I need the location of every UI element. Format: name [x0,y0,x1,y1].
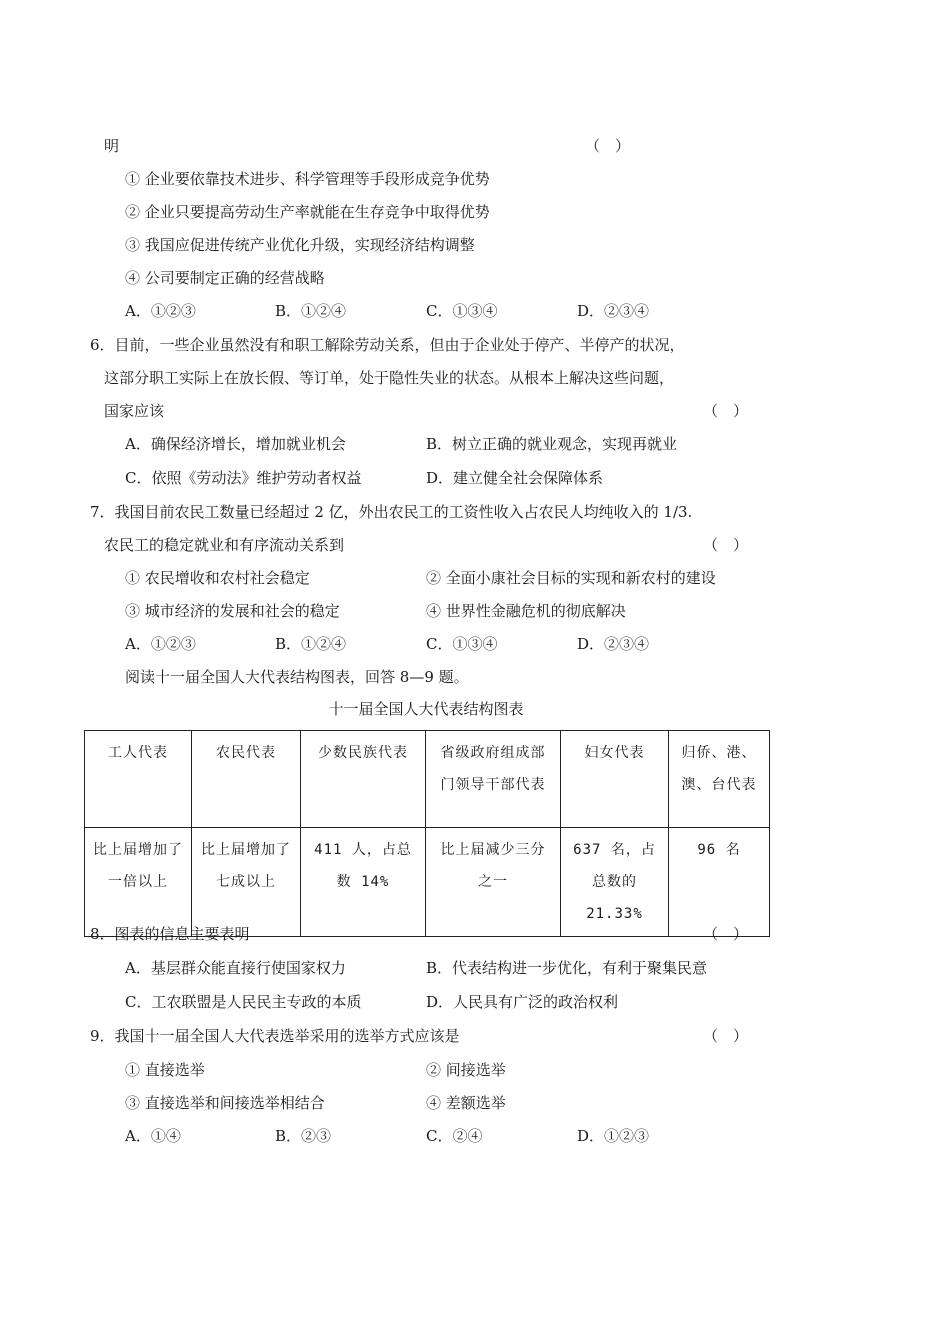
q6-option-b: B．树立正确的就业观念，实现再就业 [426,435,678,453]
q8-option-c: C．工农联盟是人民民主专政的本质 [125,993,362,1011]
reading-prompt: 阅读十一届全国人大代表结构图表，回答 8—9 题。 [125,668,469,686]
q5-option-b: B．①②④ [275,302,347,320]
q5-item-3: ③ 我国应促进传统产业优化升级，实现经济结构调整 [125,236,475,254]
q7-option-d: D．②③④ [577,635,650,653]
q6-answer-paren: （ ） [703,402,749,420]
q5-item-4: ④ 公司要制定正确的经营战略 [125,269,325,287]
q8-stem: 8．图表的信息主要表明 [90,925,250,943]
q6-stem-line-1: 6．目前，一些企业虽然没有和职工解除劳动关系，但由于企业处于停产、半停产的状况， [90,336,685,354]
q7-answer-paren: （ ） [703,536,749,554]
q9-item-1: ① 直接选举 [125,1061,205,1079]
q9-item-2: ② 间接选举 [426,1061,506,1079]
representative-structure-table [84,730,770,937]
q7-option-c: C．①③④ [426,635,498,653]
q6-option-d: D．建立健全社会保障体系 [426,469,604,487]
q9-item-3: ③ 直接选举和间接选举相结合 [125,1094,325,1112]
q7-item-1: ① 农民增收和农村社会稳定 [125,569,310,587]
q7-item-4: ④ 世界性金融危机的彻底解决 [426,602,626,620]
q7-item-2: ② 全面小康社会目标的实现和新农村的建设 [426,569,716,587]
q6-option-c: C．依照《劳动法》维护劳动者权益 [125,469,362,487]
q9-option-c: C．②④ [426,1127,483,1145]
q7-stem-line-1: 7．我国目前农民工数量已经超过 2 亿，外出农民工的工资性收入占农民人均纯收入的 1/3. [90,503,693,521]
table-header-cell: 妇女代表 [561,731,669,828]
q9-option-b: B．②③ [275,1127,332,1145]
table-cell: 96 名 [669,828,770,937]
q9-item-4: ④ 差额选举 [426,1094,506,1112]
q5-stem-tail: 明 [104,137,120,155]
q5-option-c: C．①③④ [426,302,498,320]
q5-option-d: D．②③④ [577,302,650,320]
q6-stem-line-3: 国家应该 [104,402,165,420]
q8-option-d: D．人民具有广泛的政治权利 [426,993,619,1011]
table-cell: 411 人，占总数 14% [301,828,426,937]
table-header-cell: 归侨、港、澳、台代表 [669,731,770,828]
table-header-cell: 少数民族代表 [301,731,426,828]
table-cell: 637 名，占总数的 21.33% [561,828,669,937]
q9-answer-paren: （ ） [703,1027,749,1045]
q8-answer-paren: （ ） [703,925,749,943]
q6-option-a: A．确保经济增长，增加就业机会 [125,435,346,453]
q9-option-d: D．①②③ [577,1127,650,1145]
table-header-cell: 工人代表 [85,731,192,828]
table-header-cell: 省级政府组成部门领导干部代表 [426,731,561,828]
q6-stem-line-2: 这部分职工实际上在放长假、等订单，处于隐性失业的状态。从根本上解决这些问题， [104,369,675,387]
table-cell: 比上届增加了一倍以上 [85,828,192,937]
q5-item-2: ② 企业只要提高劳动生产率就能在生存竞争中取得优势 [125,203,490,221]
q7-option-a: A．①②③ [125,635,196,653]
q9-option-a: A．①④ [125,1127,181,1145]
q7-stem-line-2: 农民工的稳定就业和有序流动关系到 [104,536,345,554]
table-header-cell: 农民代表 [192,731,301,828]
table-header-row [85,731,770,828]
q8-option-b: B．代表结构进一步优化，有利于聚集民意 [426,959,708,977]
q7-item-3: ③ 城市经济的发展和社会的稳定 [125,602,340,620]
q5-option-a: A．①②③ [125,302,196,320]
q7-option-b: B．①②④ [275,635,347,653]
q5-answer-paren: （ ） [585,137,631,155]
q9-stem: 9．我国十一届全国人大代表选举采用的选举方式应该是 [90,1027,460,1045]
q5-item-1: ① 企业要依靠技术进步、科学管理等手段形成竞争优势 [125,170,490,188]
table-row [85,828,770,937]
q8-option-a: A．基层群众能直接行使国家权力 [125,959,346,977]
table-cell: 比上届增加了七成以上 [192,828,301,937]
table-cell: 比上届减少三分之一 [426,828,561,937]
table-title: 十一届全国人大代表结构图表 [328,700,524,718]
